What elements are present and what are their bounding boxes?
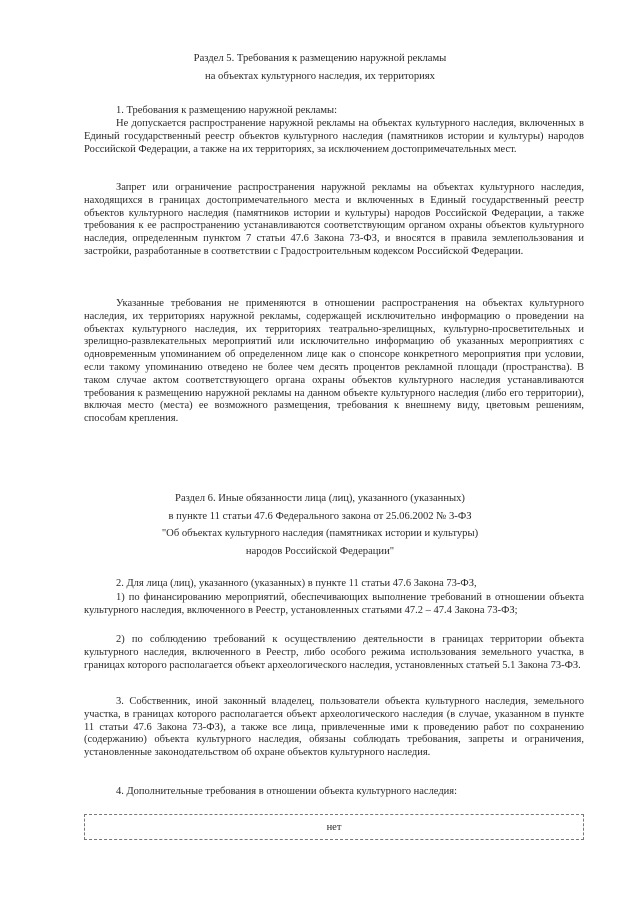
section5-paragraph-1: Не допускается распространение наружной рекламы на объектах культурного наследия, включенных в Единый государственный реестр объектов культурного наследия (памятников истории и культуры) народов Российской Федерации, а также на их территориях, за исключением достопримечательных мест. bbox=[84, 118, 584, 155]
additional-requirements-value: нет bbox=[326, 821, 342, 833]
section5-title-line1: Раздел 5. Требования к размещению наружной рекламы bbox=[193, 53, 447, 64]
section6-title bbox=[60, 490, 580, 560]
section5-item1-heading: 1. Требования к размещению наружной рекламы: bbox=[116, 105, 337, 116]
section6-title-line2: в пункте 11 статьи 47.6 Федерального закона от 25.06.2002 № 3-ФЗ bbox=[168, 510, 472, 522]
section6-title-line1: Раздел 6. Иные обязанности лица (лиц), указанного (указанных) bbox=[175, 493, 465, 504]
section6-item4: 4. Дополнительные требования в отношении объекта культурного наследия: bbox=[116, 786, 458, 797]
section5-paragraph-3: Указанные требования не применяются в отношении распространения на объектах культурного наследия, их территориях наружной рекламы, содержащей исключительно информацию о проведении на объектах культурного наследия, их территориях театрально-зрелищных, культурно-просветительных и зрелищно-развлекательных мероприятий или исключительно информацию об указанных мероприятиях с одновременным упоминанием об определенном лице как о спонсоре конкретного мероприятия при условии, если такому упоминанию отведено не более чем десять процентов рекламной площади (пространства). В таком случае актом соответствующего органа охраны объектов культурного наследия устанавливаются требования к размещению наружной рекламы на данном объекте культурного наследия (либо его территории), включая место (места) ее возможного размещения, требования к внешнему виду, цветовым решениям, способам крепления. bbox=[84, 298, 584, 425]
section6-subitem-1: 1) по финансированию мероприятий, обеспечивающих выполнение требований в отношении объекта культурного наследия, включенного в Реестр, установленных статьями 47.2 – 47.4 Закона 73-ФЗ; bbox=[84, 592, 584, 616]
additional-requirements-box bbox=[84, 814, 584, 840]
section6-title-line4: народов Российской Федерации" bbox=[245, 545, 395, 557]
section6-item3: 3. Собственник, иной законный владелец, пользователи объекта культурного наследия, земельного участка, в границах которого располагается объект археологического наследия (в случае, указанном в пункте 11 статьи 47.6 Закона 73-ФЗ), а также все лица, привлеченные ими к проведению работ по сохранению (содержанию) объекта культурного наследия, обязаны соблюдать требования, запреты и ограничения, установленные законодательством об охране объектов культурного наследия. bbox=[84, 696, 584, 759]
section6-title-line3: "Об объектах культурного наследия (памятниках истории и культуры) bbox=[161, 528, 479, 539]
section6-item2-heading: 2. Для лица (лиц), указанного (указанных) в пункте 11 статьи 47.6 Закона 73-ФЗ, bbox=[116, 578, 477, 589]
section5-title-line2: на объектах культурного наследия, их территориях bbox=[205, 70, 435, 82]
section5-paragraph-2: Запрет или ограничение распространения наружной рекламы на объектах культурного наследия, находящихся в границах достопримечательного места и включенных в Единый государственный реестр объектов культурного наследия (памятников истории и культуры) народов Российской Федерации, а также требования к ее распространению устанавливаются соответствующим органом охраны объектов культурного наследия, определенным пунктом 7 статьи 47.6 Закона 73-ФЗ, и вносятся в правила землепользования и застройки, разработанные в соответствии с Градостроительным кодексом Российской Федерации. bbox=[84, 182, 584, 257]
section6-subitem-2: 2) по соблюдению требований к осуществлению деятельности в границах территории объекта культурного наследия, включенного в Реестр, либо особого режима использования земельного участка, в границах которого располагается объект археологического наследия, установленных статьей 5.1 Закона 73-ФЗ. bbox=[84, 634, 584, 671]
section5-title bbox=[60, 50, 580, 85]
